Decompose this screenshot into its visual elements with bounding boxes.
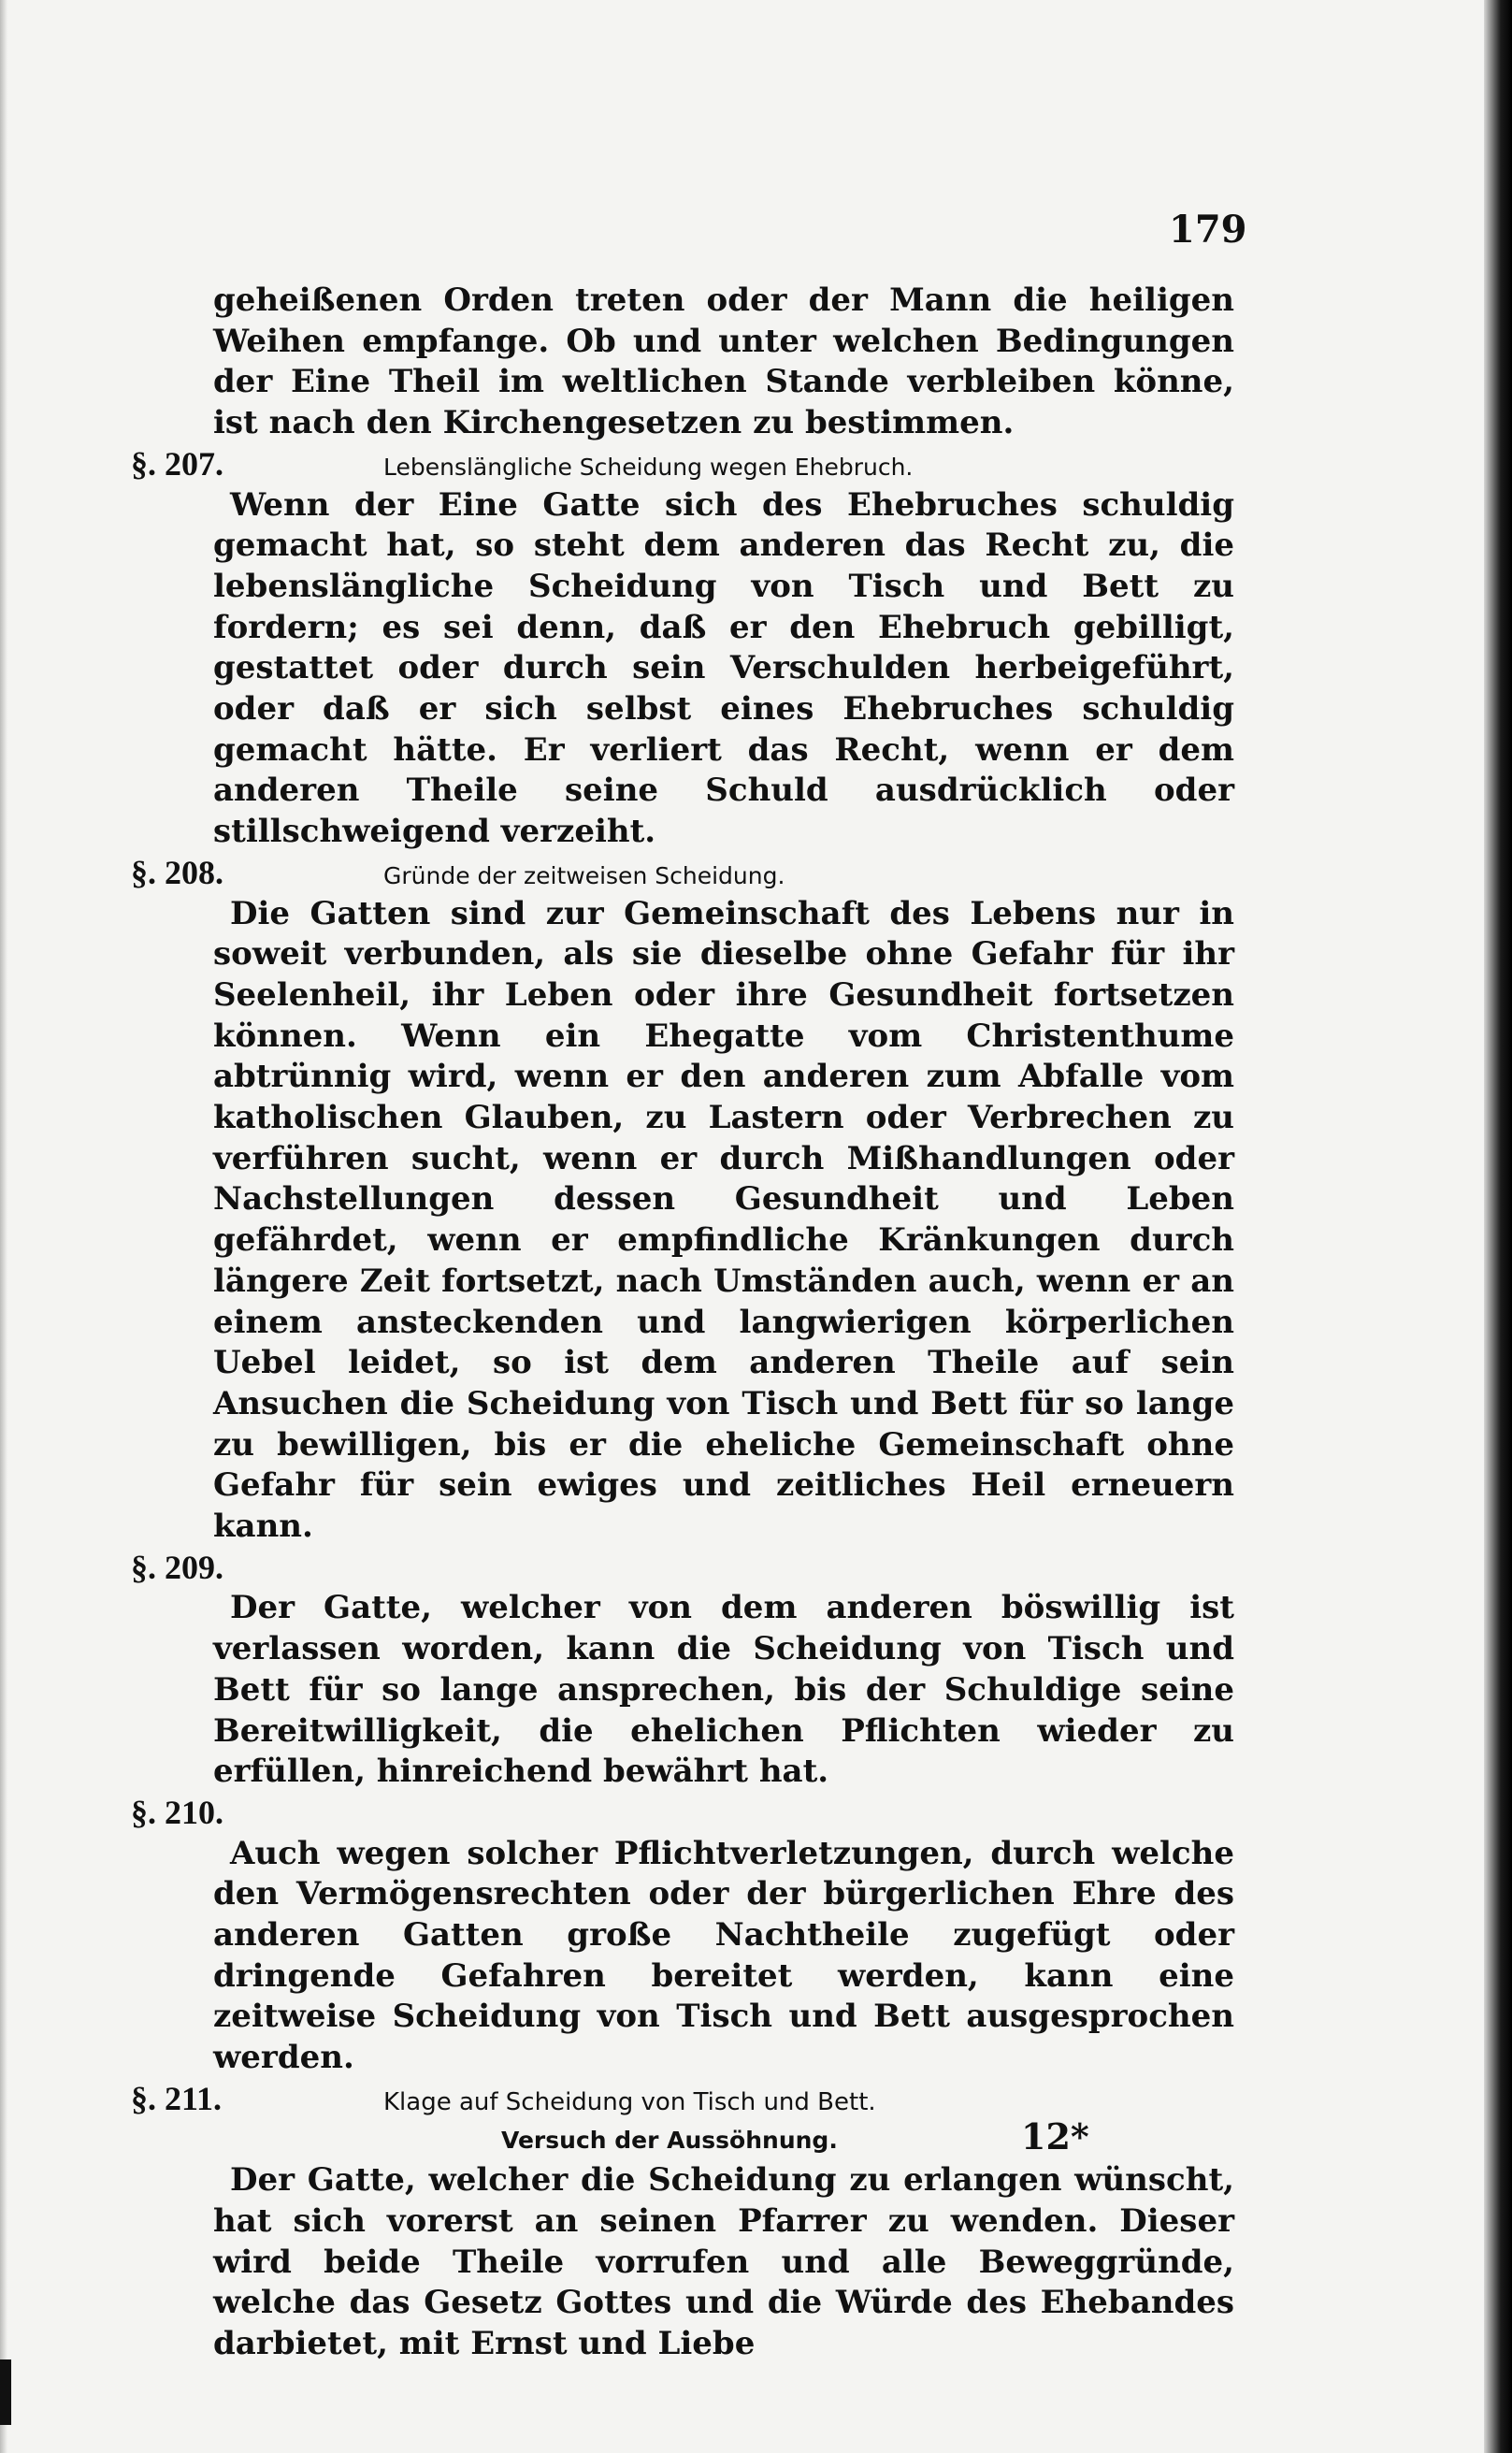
section-207-header xyxy=(131,444,1234,485)
section-211-subheading: Versuch der Aussöhnung. xyxy=(501,2126,838,2154)
signature-mark: 12* xyxy=(1021,2115,1089,2157)
section-209-header xyxy=(131,1548,1234,1589)
section-210-number: §. 210. xyxy=(131,1793,223,1831)
page-number: 179 xyxy=(1169,208,1247,252)
scan-mark xyxy=(0,2359,11,2425)
section-211-number: §. 211. xyxy=(131,2079,223,2117)
section-209-number: §. 209. xyxy=(131,1548,223,1586)
section-211-heading: Klage auf Scheidung von Tisch und Bett. xyxy=(383,2087,876,2116)
section-209-body: Der Gatte, welcher von dem anderen böswillig ist verlassen worden, kann die Scheidung von Tisch und Bett für so lange ansprechen, bis der Schuldige seine Bereitwilligkeit, die ehelichen Pflichten wieder zu erfüllen, hinreichend bewährt hat. xyxy=(213,1589,1234,1791)
section-207-heading: Lebenslängliche Scheidung wegen Ehebruch. xyxy=(383,453,914,481)
section-208-heading: Gründe der zeitweisen Scheidung. xyxy=(383,861,785,889)
section-207-body: Wenn der Eine Gatte sich des Ehebruches schuldig gemacht hat, so steht dem anderen das Recht zu, die lebenslängliche Scheidung von Tisch und Bett zu fordern; es sei denn, daß er den Ehebruch gebilligt, gestattet oder durch sein Verschulden herbeigeführt, oder daß er sich selbst eines Ehebruches schuldig gemacht hätte. Er verliert das Recht, wenn er dem anderen Theile seine Schuld ausdrücklich oder stillschweigend verzeiht. xyxy=(213,485,1234,851)
section-211-header xyxy=(131,2079,1234,2120)
intro-paragraph: geheißenen Orden treten oder der Mann die heiligen Weihen empfange. Ob und unter welchen Bedingungen der Eine Theil im weltlichen Stande verbleiben könne, ist nach den Kirchengesetzen zu bestimmen. xyxy=(213,281,1234,442)
section-208-number: §. 208. xyxy=(131,853,223,891)
section-211-body: Der Gatte, welcher die Scheidung zu erlangen wünscht, hat sich vorerst an seinen Pfarrer zu wenden. Dieser wird beide Theile vorrufen und alle Beweggründe, welche das Gesetz Gottes und die Würde des Ehebandes darbietet, mit Ernst und Liebe xyxy=(213,2161,1234,2363)
section-210-body: Auch wegen solcher Pflichtverletzungen, durch welche den Vermögensrechten oder der bürgerlichen Ehre des anderen Gatten große Nachtheile zugefügt oder dringende Gefahren bereitet werden, kann eine zeitweise Scheidung von Tisch und Bett ausgesprochen werden. xyxy=(213,1834,1234,2077)
section-210-header xyxy=(131,1793,1234,1834)
section-208-header xyxy=(131,853,1234,894)
section-208-body: Die Gatten sind zur Gemeinschaft des Lebens nur in soweit verbunden, als sie dieselbe ohne Gefahr für ihr Seelenheil, ihr Leben oder ihre Gesundheit fortsetzen können. Wenn ein Ehegatte vom Christenthume abtrünnig wird, wenn er den anderen zum Abfalle vom katholischen Glauben, zu Lastern oder Verbrechen zu verführen sucht, wenn er durch Mißhandlungen oder Nachstellungen dessen Gesundheit und Leben gefährdet, wenn er empfindliche Kränkungen durch längere Zeit fortsetzt, nach Umständen auch, wenn er an einem ansteckenden und langwierigen körperlichen Uebel leidet, so ist dem anderen Theile auf sein Ansuchen die Scheidung von Tisch und Bett für so lange zu bewilligen, bis er die eheliche Gemeinschaft ohne Gefahr für sein ewiges und zeitliches Heil erneuern kann. xyxy=(213,894,1234,1546)
page-right-edge xyxy=(1484,0,1512,2453)
page-left-edge xyxy=(0,0,7,2453)
main-text xyxy=(131,281,1234,2365)
section-207-number: §. 207. xyxy=(131,444,223,483)
